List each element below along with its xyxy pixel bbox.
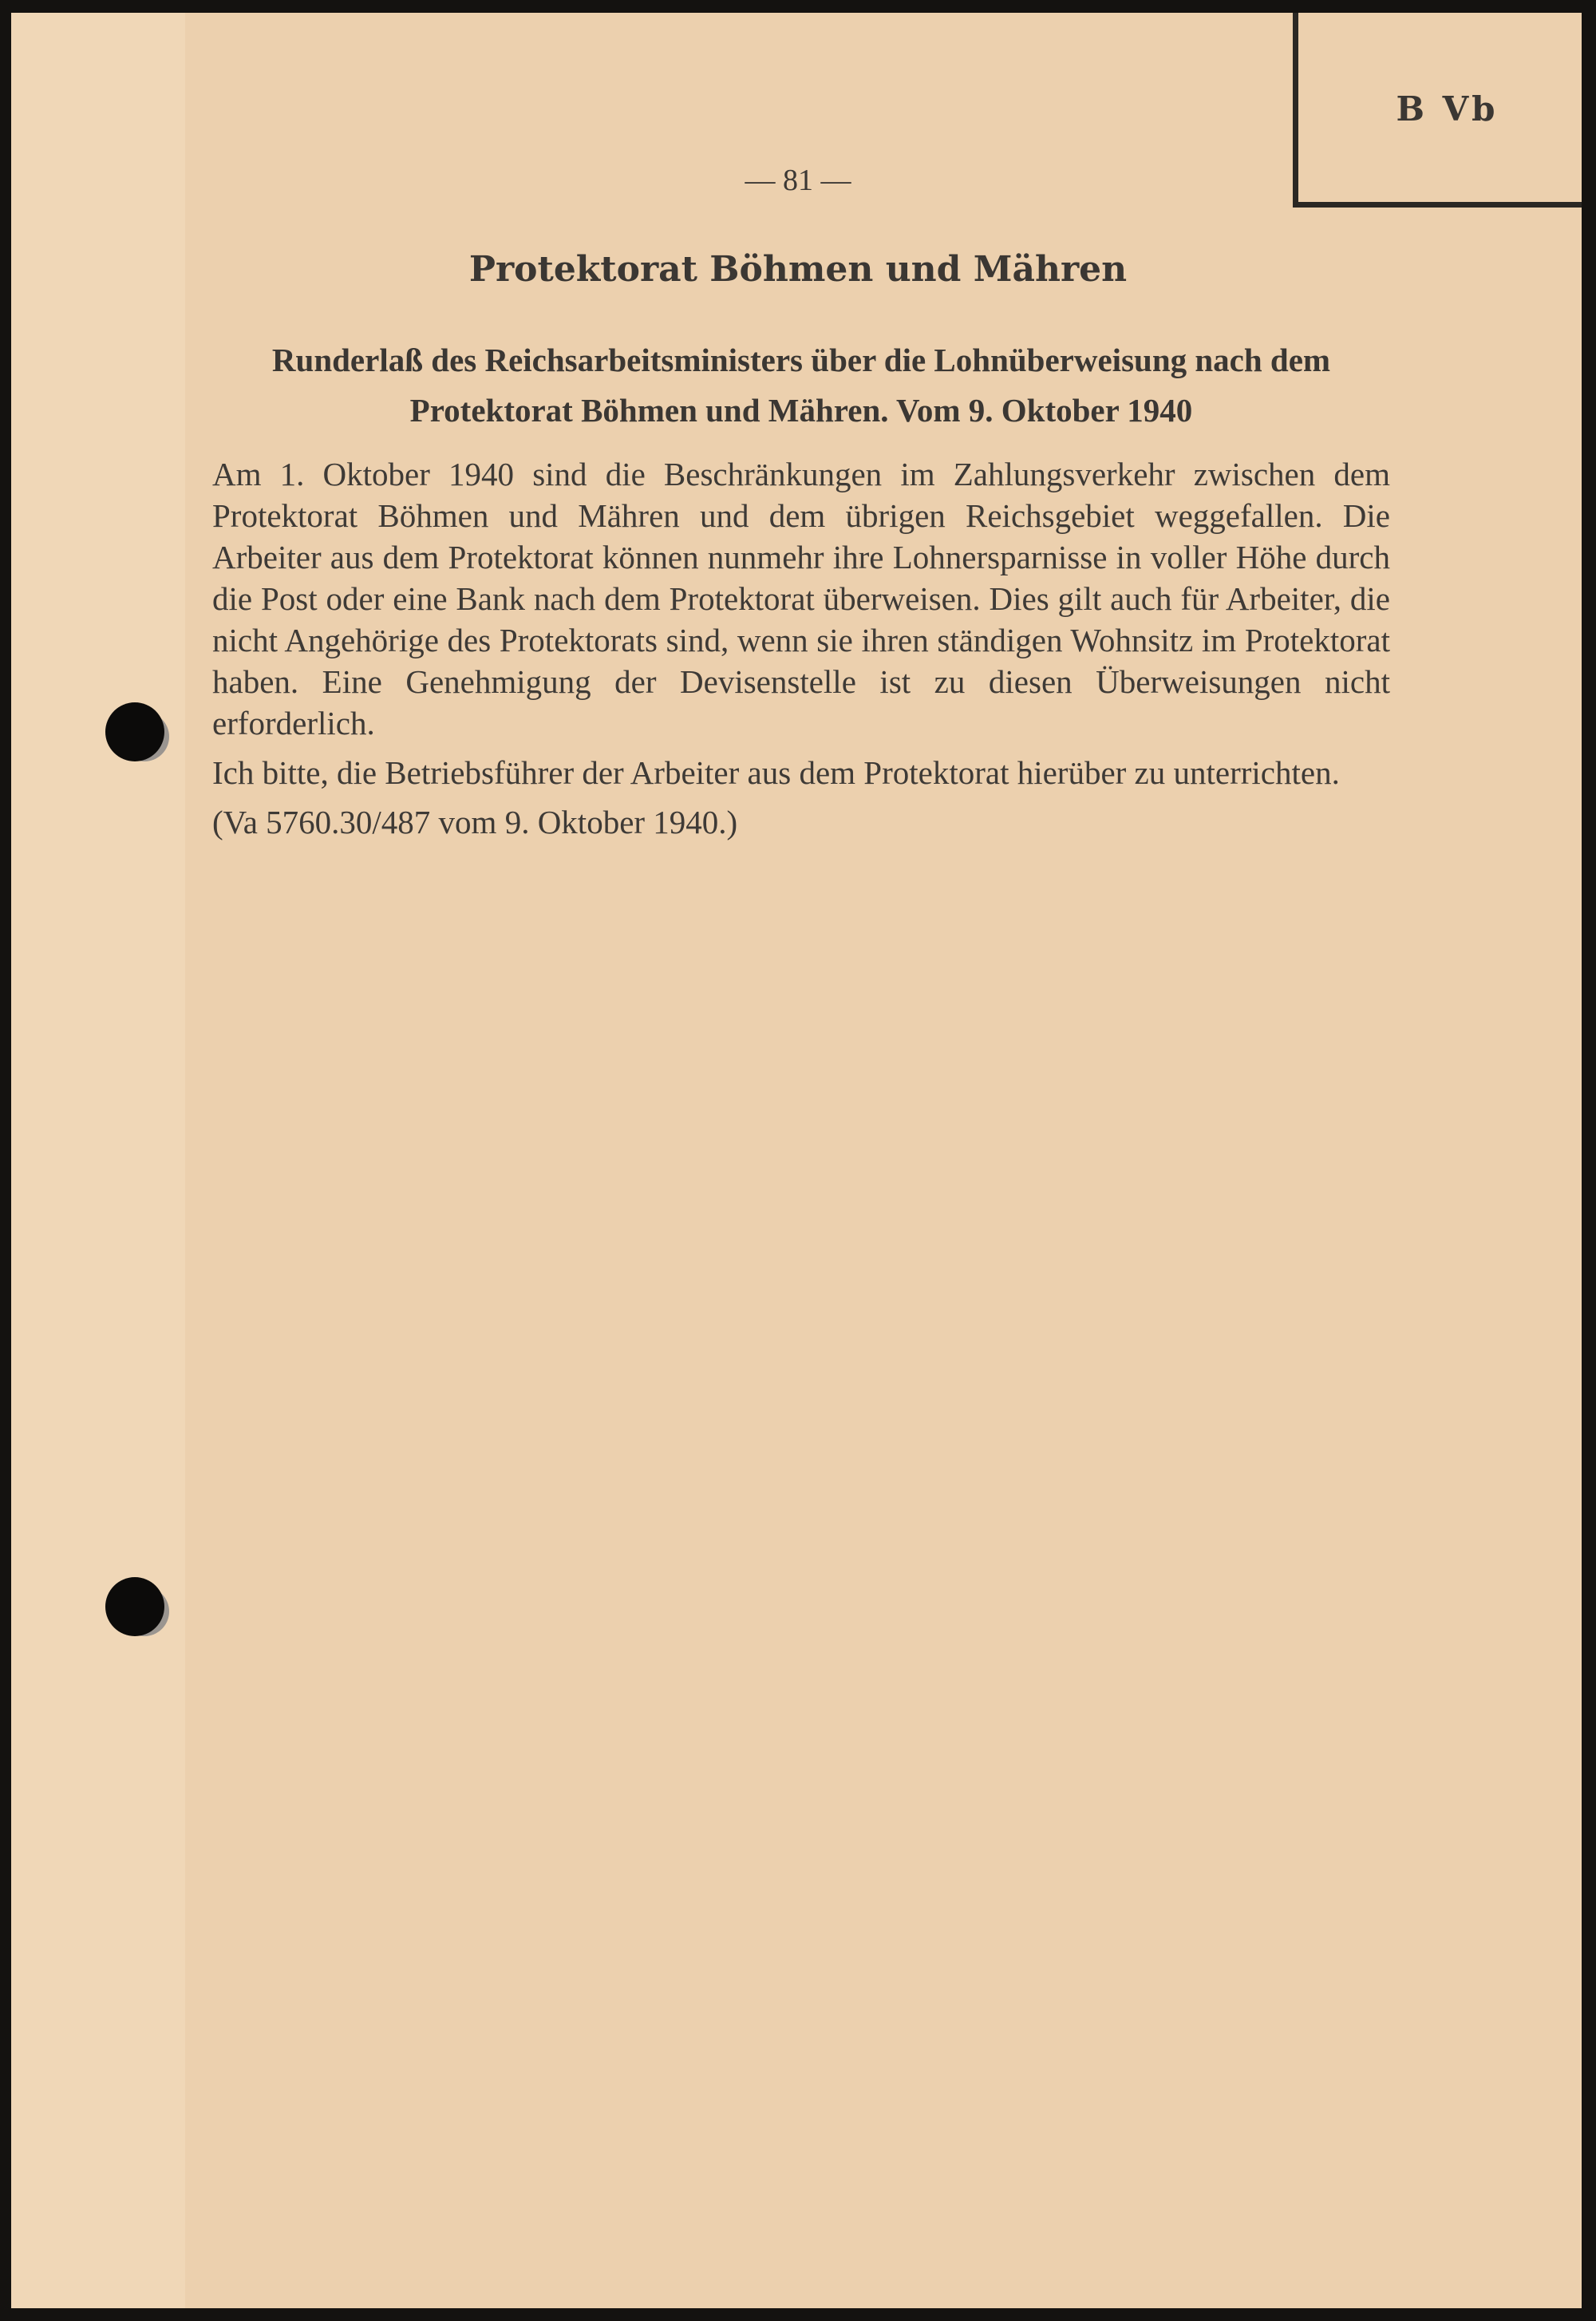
paper-margin-strip (11, 13, 185, 2308)
reference-note: (Va 5760.30/487 vom 9. Oktober 1940.) (212, 804, 738, 840)
body-text (212, 453, 1390, 851)
decree-title: Runderlaß des Reichsarbeitsministers über die Lohnüberweisung nach dem Protektorat Böhmen und Mähren. Vom 9. Oktober 1940 (271, 342, 1331, 429)
series-code: B Vb (1396, 89, 1499, 129)
paragraph-2: Ich bitte, die Betriebsführer der Arbeiter aus dem Protektorat hierüber zu unterrichten. (212, 754, 1340, 791)
page-title: Protektorat Böhmen und Mähren (468, 249, 1128, 290)
punch-hole-bottom (105, 1577, 164, 1636)
punch-hole-top (105, 702, 164, 761)
page-number: — 81 — (745, 164, 851, 197)
paragraph-1: Am 1. Oktober 1940 sind die Beschränkungen im Zahlungsverkehr zwischen dem Protektorat Böhmen und Mähren und dem übrigen Reichsgebiet weggefallen. Die Arbeiter aus dem Protektorat können nunmehr ihre Lohnersparnisse in voller Höhe durch die Post oder eine Bank nach dem Protektorat überweisen. Dies gilt auch für Arbeiter, die nicht Angehörige des Protektorats sind, wenn sie ihren ständigen Wohnsitz im Protektorat haben. Eine Genehmigung der Devisenstelle ist zu diesen Überweisungen nicht erforderlich. (212, 456, 1390, 741)
